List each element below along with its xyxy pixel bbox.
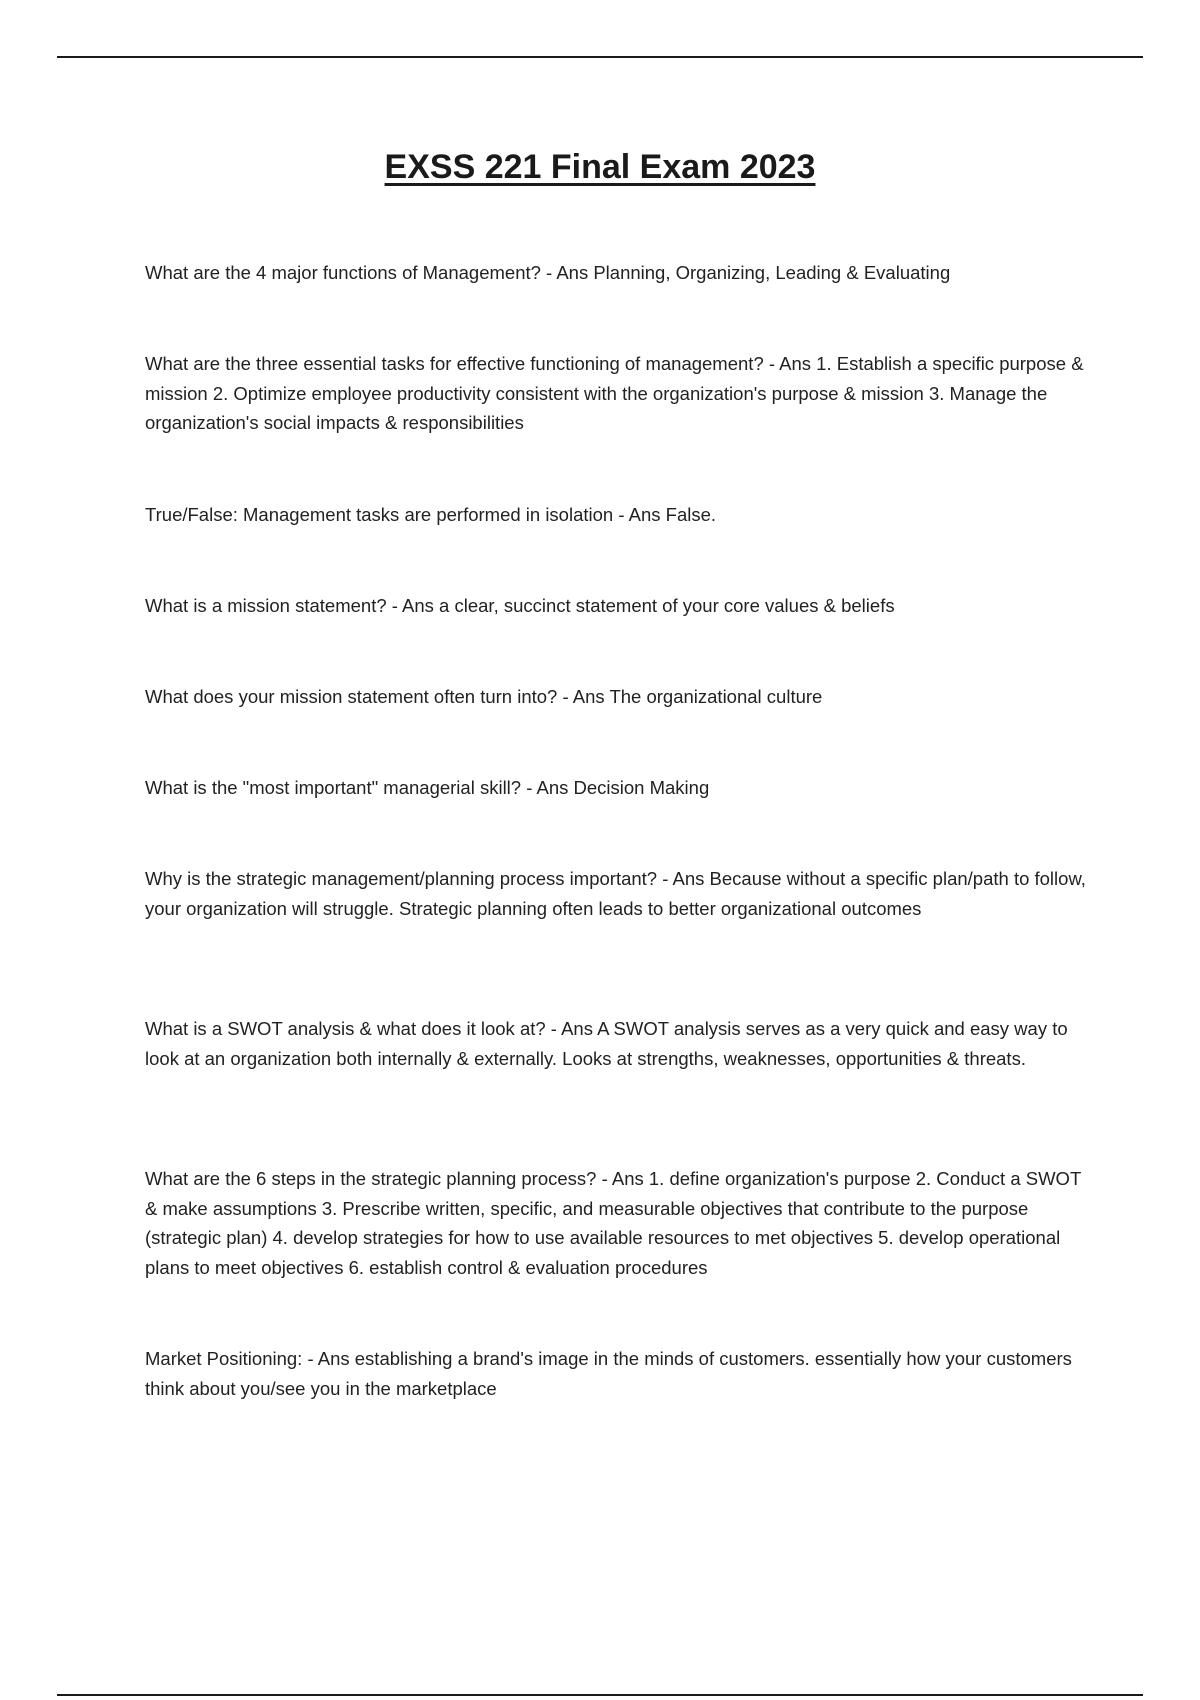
qa-item: What does your mission statement often turn into? - Ans The organizational culture bbox=[145, 686, 823, 707]
qa-item: Market Positioning: - Ans establishing a brand's image in the minds of customers. essentially how your customers think about you/see you in the marketplace bbox=[145, 1348, 1072, 1399]
qa-item: What are the 4 major functions of Management? - Ans Planning, Organizing, Leading & Evaluating bbox=[145, 262, 951, 283]
top-divider bbox=[57, 56, 1143, 58]
qa-item: What is a SWOT analysis & what does it look at? - Ans A SWOT analysis serves as a very quick and easy way to look at an organization both internally & externally. Looks at strengths, weaknesses, opportunities & threats. bbox=[145, 1018, 1068, 1069]
qa-item: True/False: Management tasks are performed in isolation - Ans False. bbox=[145, 504, 717, 525]
bottom-divider bbox=[57, 1694, 1143, 1696]
qa-item: What is the "most important" managerial skill? - Ans Decision Making bbox=[145, 777, 710, 798]
qa-item: What is a mission statement? - Ans a clear, succinct statement of your core values & beliefs bbox=[145, 595, 895, 616]
qa-item: What are the 6 steps in the strategic planning process? - Ans 1. define organization's purpose 2. Conduct a SWOT & make assumptions 3. Prescribe written, specific, and measurable objectives that contribute to the purpose (strategic plan) 4. develop strategies for how to use available resources to met objectives 5. develop operational plans to meet objectives 6. establish control & evaluation procedures bbox=[145, 1168, 1081, 1278]
page-title: EXSS 221 Final Exam 2023 bbox=[384, 148, 816, 186]
qa-item: What are the three essential tasks for effective functioning of management? - Ans 1. Establish a specific purpose & mission 2. Optimize employee productivity consistent with the organization's purpose & mission 3. Manage the organization's social impacts & responsibilities bbox=[145, 353, 1084, 433]
qa-item: Why is the strategic management/planning process important? - Ans Because without a specific plan/path to follow, your organization will struggle. Strategic planning often leads to better organizational outcomes bbox=[145, 868, 1086, 919]
